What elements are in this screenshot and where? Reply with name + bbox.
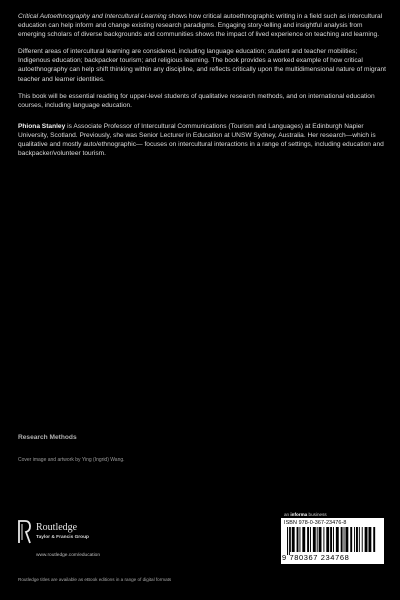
barcode-bar <box>319 527 322 552</box>
barcode-bar <box>333 527 334 552</box>
barcode-bar <box>317 527 318 552</box>
barcode-panel <box>281 518 384 564</box>
barcode-bar <box>350 527 352 552</box>
barcode-bar <box>307 527 309 552</box>
barcode-bar <box>310 527 311 552</box>
informa-brand: informa <box>290 512 308 517</box>
book-title: Critical Autoethnography and Intercultural Learning <box>18 13 167 20</box>
barcode-bar <box>341 527 343 552</box>
barcode-bar <box>290 527 291 552</box>
barcode-bar <box>323 527 324 552</box>
barcode-bar <box>326 527 329 552</box>
barcode-bar <box>373 527 375 552</box>
barcode-bar <box>359 527 360 552</box>
barcode-bar <box>292 527 295 552</box>
barcode-bar <box>356 527 358 552</box>
publisher-group: Taylor & Francis Group <box>36 535 89 540</box>
author-bio <box>18 122 386 158</box>
barcode-guard-bar <box>287 527 288 555</box>
blurb-paragraph-1-text: shows how critical autoethnographic writing in a field such as intercultural education can help inform and change existing research paradigms. Engaging story-telling and insightful analysis from emerging scholars of diverse backgrounds and communities shows the impact of lived experience on teaching and learning. <box>18 13 383 39</box>
informa-prefix: an <box>284 512 291 517</box>
blurb-paragraph-3: This book will be essential reading for upper-level students of qualitative research methods, and on international education courses, including language education. <box>18 92 375 109</box>
publisher-name: Routledge <box>36 522 78 533</box>
blurb-paragraph-2: Different areas of intercultural learning are considered, including language education; student and teacher mobilities; Indigenous education; backpacker tourism; and religious learning. The book provides a worked example of how critical autoethnography can help shift thinking within any discipline, and reflects critically upon the multidimensional nature of migrant teacher and learner identities. <box>18 48 386 83</box>
informa-suffix: business <box>307 512 327 517</box>
barcode-bar <box>362 527 363 552</box>
publisher-logo <box>18 520 178 564</box>
barcode-bar <box>302 527 305 552</box>
barcode-image <box>287 527 379 555</box>
barcode-bar <box>354 527 355 552</box>
barcode-bar <box>344 527 345 552</box>
blurb <box>18 12 386 166</box>
barcode-bar <box>368 527 371 552</box>
barcode-bar <box>313 527 316 552</box>
routledge-logo-icon <box>18 520 31 544</box>
barcode-bar <box>365 527 368 552</box>
cover-credit: Cover image and artwork by Ying (Ingrid) Wang. <box>18 457 125 463</box>
barcode-bar <box>299 527 300 552</box>
barcode-bar <box>297 527 299 552</box>
barcode-guard-bar <box>289 527 290 555</box>
barcode-digits: 9 780367 234768 <box>282 553 350 562</box>
publisher-url: www.routledge.com/education <box>36 553 100 558</box>
isbn-label: ISBN 978-0-367-23476-8 <box>284 520 347 526</box>
author-bio-text: is Associate Professor of Intercultural Communications (Tourism and Languages) at Edinburgh Napier University, Scotland. Previously, she was Senior Lecturer in Education at UNSW Sydney, Australia. Her research—which is qualitative and mostly auto/ethnographic— focuses on intercultural interactions in a range of settings, including education and backpacker/volunteer tourism. <box>18 122 384 158</box>
informa-tagline <box>284 512 327 517</box>
barcode-bar <box>336 527 339 552</box>
barcode-bar <box>330 527 332 552</box>
ebook-footnote: Routledge titles are available as eBook editions in a range of digital formats <box>18 577 172 582</box>
author-name: Phiona Stanley <box>18 122 66 130</box>
series-label: Research Methods <box>18 434 77 441</box>
barcode-bar <box>345 527 348 552</box>
blurb-paragraph-1 <box>18 12 386 39</box>
